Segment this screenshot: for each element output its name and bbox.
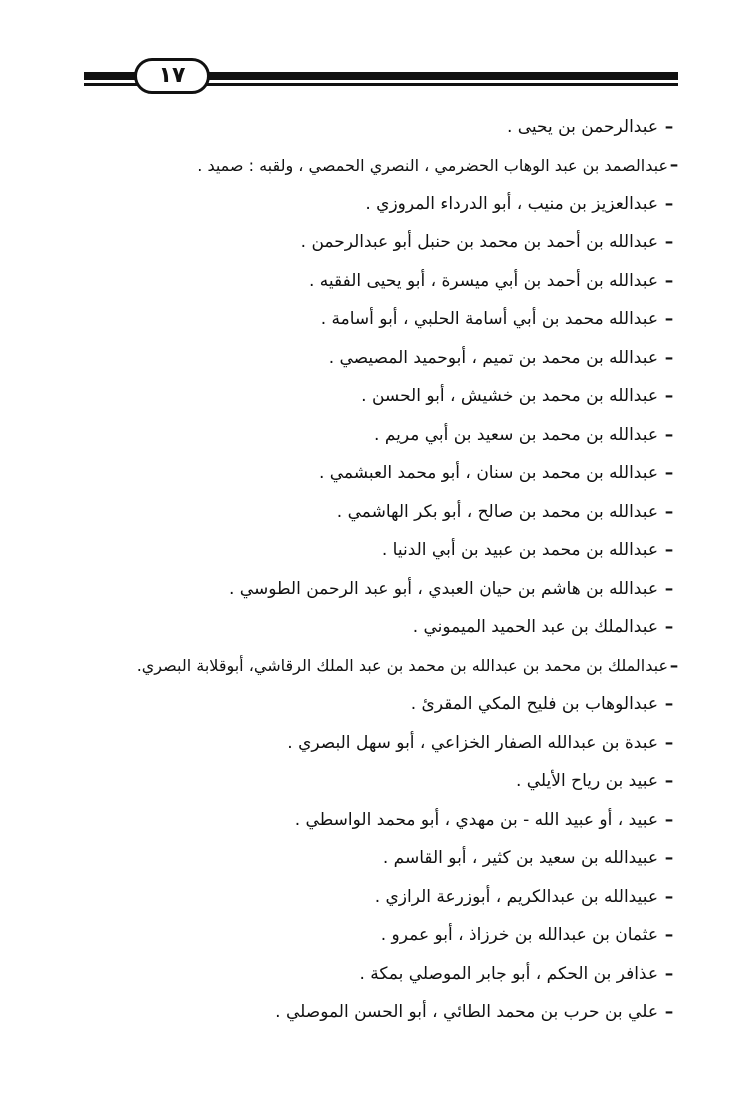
list-item bbox=[60, 185, 680, 224]
list-item bbox=[60, 570, 680, 609]
list-item bbox=[60, 416, 680, 455]
bullet-dash: – bbox=[669, 655, 679, 676]
list-item bbox=[60, 647, 680, 686]
entry-text: عبدالعزيز بن منيب ، أبو الدرداء المروزي . bbox=[365, 193, 658, 214]
entry-text: عبيد ، أو عبيد الله - بن مهدي ، أبو محمد الواسطي . bbox=[294, 809, 658, 830]
list-item bbox=[60, 493, 680, 532]
list-item bbox=[60, 724, 680, 763]
bullet-dash: – bbox=[664, 309, 674, 330]
list-item bbox=[60, 609, 680, 648]
list-item bbox=[60, 301, 680, 340]
list-item bbox=[60, 224, 680, 263]
entry-text: عبدالرحمن بن يحيى . bbox=[506, 116, 658, 137]
bullet-dash: – bbox=[664, 848, 674, 869]
entry-text: عبدالله بن محمد بن تميم ، أبوحميد المصيصي . bbox=[328, 347, 658, 368]
entry-text: عبيدالله بن عبدالكريم ، أبوزرعة الرازي . bbox=[374, 886, 658, 907]
bullet-dash: – bbox=[664, 1002, 674, 1023]
bullet-dash: – bbox=[664, 424, 674, 445]
bullet-dash: – bbox=[664, 116, 674, 137]
entry-text: علي بن حرب بن محمد الطائي ، أبو الحسن الموصلي . bbox=[275, 1002, 658, 1023]
bullet-dash: – bbox=[664, 232, 674, 253]
list-item bbox=[60, 262, 680, 301]
entry-text: عبدالله بن محمد بن عبيد بن أبي الدنيا . bbox=[381, 540, 658, 561]
list-item bbox=[60, 763, 680, 802]
entry-text: عبيدالله بن سعيد بن كثير ، أبو القاسم . bbox=[382, 848, 658, 869]
entry-text: عثمان بن عبدالله بن خرزاذ ، أبو عمرو . bbox=[380, 925, 658, 946]
bullet-dash: – bbox=[664, 270, 674, 291]
list-item bbox=[60, 339, 680, 378]
entry-text: عبدالله بن محمد بن سعيد بن أبي مريم . bbox=[374, 424, 658, 445]
list-item bbox=[60, 686, 680, 725]
list-item bbox=[60, 455, 680, 494]
entry-text: عذافر بن الحكم ، أبو جابر الموصلي بمكة . bbox=[359, 963, 658, 984]
page-number-badge bbox=[134, 58, 210, 94]
list-item bbox=[60, 532, 680, 571]
bullet-dash: – bbox=[669, 155, 679, 176]
bullet-dash: – bbox=[664, 540, 674, 561]
list-item bbox=[60, 378, 680, 417]
list-item bbox=[60, 917, 680, 956]
entry-text: عبدالله بن محمد بن صالح ، أبو بكر الهاشمي . bbox=[336, 501, 658, 522]
bullet-dash: – bbox=[664, 193, 674, 214]
entry-text: عبدالله محمد بن أبي أسامة الحلبي ، أبو أسامة . bbox=[320, 309, 658, 330]
entry-text: عبدالله بن أحمد بن أبي ميسرة ، أبو يحيى الفقيه . bbox=[309, 270, 658, 291]
entry-text: عبيد بن رياح الأيلي . bbox=[515, 771, 658, 792]
entry-text: عبدالصمد بن عبد الوهاب الحضرمي ، النصري الحمصي ، ولقبه : صميد . bbox=[197, 155, 668, 175]
list-item bbox=[60, 147, 680, 186]
page-number: ١٧ bbox=[158, 63, 186, 88]
entry-text: عبدالملك بن عبد الحميد الميموني . bbox=[412, 617, 658, 638]
bullet-dash: – bbox=[664, 578, 674, 599]
bullet-dash: – bbox=[664, 732, 674, 753]
page-header bbox=[84, 58, 678, 98]
bullet-dash: – bbox=[664, 617, 674, 638]
entry-text: عبدالوهاب بن فليح المكي المقرئ . bbox=[410, 694, 658, 715]
list-item bbox=[60, 994, 680, 1033]
narrator-list bbox=[60, 108, 680, 1032]
entry-text: عبدة بن عبدالله الصفار الخزاعي ، أبو سهل البصري . bbox=[287, 732, 658, 753]
bullet-dash: – bbox=[664, 694, 674, 715]
bullet-dash: – bbox=[664, 347, 674, 368]
bullet-dash: – bbox=[664, 963, 674, 984]
bullet-dash: – bbox=[664, 463, 674, 484]
list-item bbox=[60, 955, 680, 994]
entry-text: عبدالله بن أحمد بن محمد بن حنبل أبو عبدالرحمن . bbox=[300, 232, 658, 253]
bullet-dash: – bbox=[664, 771, 674, 792]
bullet-dash: – bbox=[664, 925, 674, 946]
entry-text: عبدالملك بن محمد بن عبدالله بن محمد بن عبد الملك الرقاشي، أبوقلابة البصري. bbox=[136, 656, 668, 676]
list-item bbox=[60, 840, 680, 879]
bullet-dash: – bbox=[664, 809, 674, 830]
list-item bbox=[60, 801, 680, 840]
bullet-dash: – bbox=[664, 501, 674, 522]
bullet-dash: – bbox=[664, 886, 674, 907]
list-item bbox=[60, 108, 680, 147]
entry-text: عبدالله بن محمد بن خشيش ، أبو الحسن . bbox=[361, 386, 658, 407]
entry-text: عبدالله بن محمد بن سنان ، أبو محمد العبشمي . bbox=[318, 463, 658, 484]
list-item bbox=[60, 878, 680, 917]
entry-text: عبدالله بن هاشم بن حيان العبدي ، أبو عبد الرحمن الطوسي . bbox=[228, 578, 658, 599]
bullet-dash: – bbox=[664, 386, 674, 407]
